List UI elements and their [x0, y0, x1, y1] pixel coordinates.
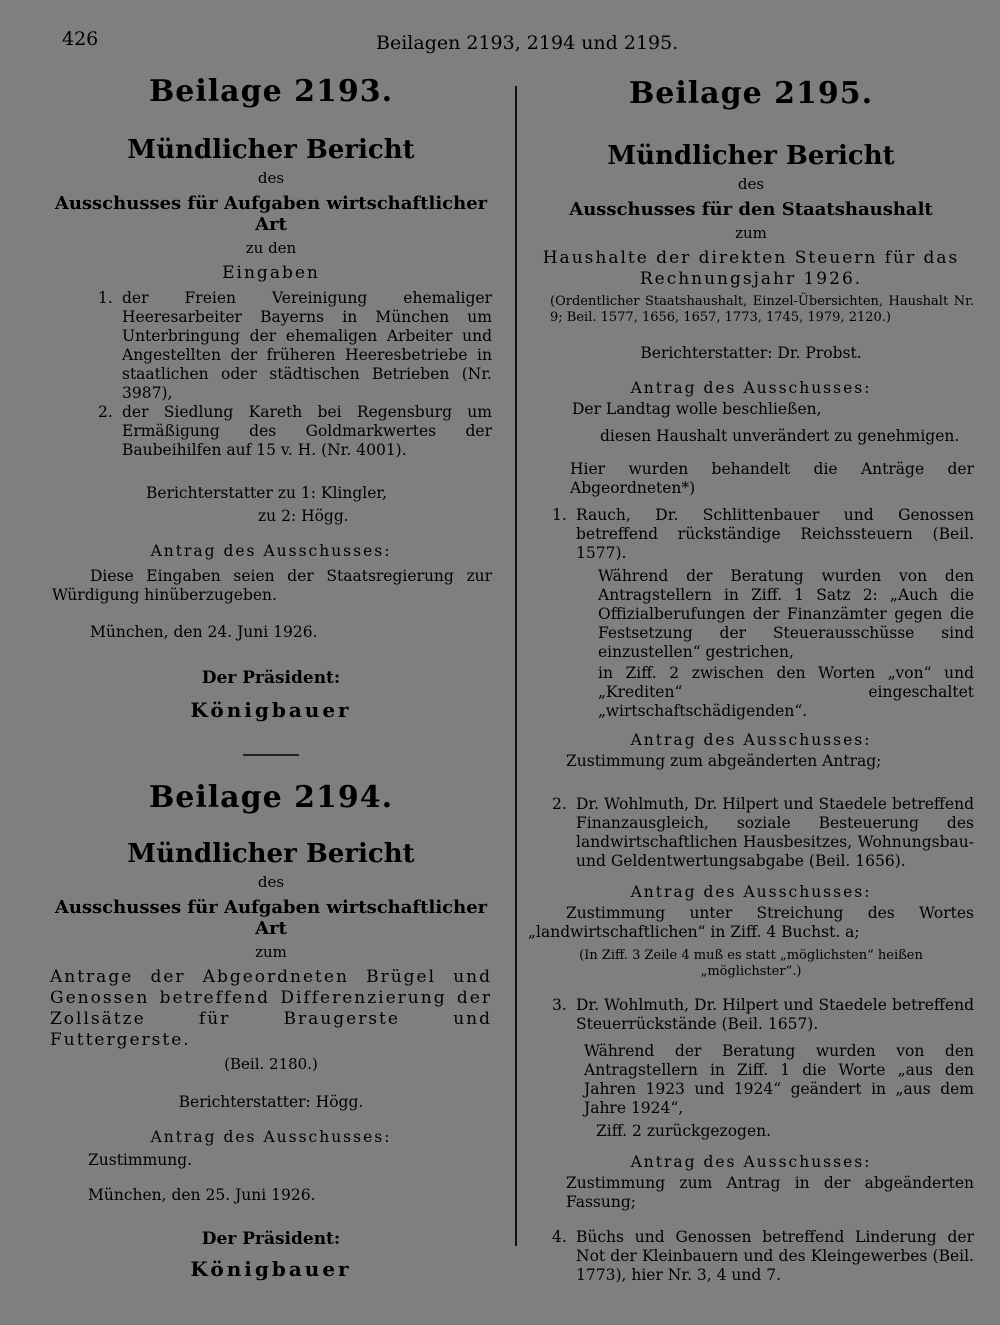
item-number: 4. [552, 1228, 567, 1246]
beilage-2193-motion-text: Diese Eingaben seien der Staatsregierung zur Würdigung hinüberzugeben. [52, 567, 492, 604]
beilage-2195-note: (Ordentlicher Staatshaushalt, Einzel-Übersichten, Haushalt Nr. 9; Beil. 1577, 1656, 1657, 1773, 1745, 1979, 2120.) [550, 294, 974, 325]
beilage-2194-title: Beilage 2194. [148, 780, 394, 815]
item-text: Dr. Wohlmuth, Dr. Hilpert und Staedele betreffend Steuerrückstände (Beil. 1657). [576, 996, 974, 1033]
beilage-2194-zum: zum [255, 943, 287, 961]
beilage-2195-item-3-motion-heading: Antrag des Ausschusses: [630, 1153, 872, 1171]
beilage-2195-item-4 [528, 1228, 974, 1285]
beilage-2193-reporter-2: zu 2: Högg. [258, 507, 349, 525]
beilage-2194-reference: (Beil. 2180.) [224, 1055, 318, 1073]
list-item [98, 289, 492, 403]
beilage-2195-item-2-motion: Zustimmung unter Streichung des Wortes „landwirtschaftlichen“ in Ziff. 4 Buchst. a; [528, 904, 974, 941]
beilage-2195-zum: zum [735, 224, 767, 242]
beilage-2194-date: München, den 25. Juni 1926. [88, 1186, 316, 1204]
beilage-2195-item-1 [528, 506, 974, 563]
beilage-2195-item-1-during: Während der Beratung wurden von den Antragstellern in Ziff. 1 Satz 2: „Auch die Offizialberufungen der Finanzämter gegen die Festsetzung der Steuerausschüsse sind einzustellen“ gestrichen, [598, 567, 974, 661]
item-text: der Siedlung Kareth bei Regensburg um Ermäßigung des Goldmarkwertes der Baubeihilfen auf 15 v. H. (Nr. 4001). [122, 403, 492, 459]
beilage-2195-item-1-motion-heading: Antrag des Ausschusses: [630, 731, 872, 749]
beilage-2193-committee: Ausschusses für Aufgaben wirtschaftlicher Art [54, 193, 488, 235]
beilage-2193-date: München, den 24. Juni 1926. [90, 623, 318, 641]
beilage-2195-treated-intro: Hier wurden behandelt die Anträge der Abgeordneten*) [570, 460, 974, 497]
beilage-2193-president-label: Der Präsident: [201, 668, 341, 688]
beilage-2193-motion-heading: Antrag des Ausschusses: [150, 542, 392, 560]
beilage-2195-item-2 [528, 795, 974, 871]
beilage-2195-item-3-during: Während der Beratung wurden von den Antragstellern in Ziff. 1 die Worte „aus den Jahren 1923 und 1924“ geändert in „aus dem Jahre 1924“, [584, 1042, 974, 1117]
beilage-2193-item-list [50, 289, 492, 460]
beilage-2193-reporter-1: Berichterstatter zu 1: Klingler, [146, 484, 388, 502]
item-text: Büchs und Genossen betreffend Linderung der Not der Kleinbauern und des Kleingewerbes (Beil. 1773), hier Nr. 3, 4 und 7. [576, 1228, 974, 1284]
item-text: Rauch, Dr. Schlittenbauer und Genossen betreffend rückständige Reichssteuern (Beil. 1577). [576, 506, 974, 562]
page-number: 426 [62, 28, 99, 50]
beilage-2195-committee: Ausschusses für den Staatshaushalt [569, 199, 933, 220]
beilage-2195-motion-line1: Der Landtag wolle beschließen, [572, 400, 822, 418]
beilage-2194-reporter: Berichterstatter: Högg. [178, 1093, 364, 1111]
beilage-2195-motion-line2: diesen Haushalt unverändert zu genehmigen. [600, 427, 960, 445]
beilage-2195-subject: Haushalte der direkten Steuern für das Rechnungsjahr 1926. [542, 248, 960, 289]
column-divider [515, 86, 517, 1246]
beilage-2193-des: des [257, 169, 285, 187]
item-number: 2. [98, 403, 113, 421]
item-number: 2. [552, 795, 567, 813]
beilage-2194-des: des [257, 873, 285, 891]
item-text: der Freien Vereinigung ehemaliger Heeresarbeiter Bayerns in München um Unterbringung der ehemaligen Arbeiter und Angestellten der früheren Heeresbetriebe in staatlichen oder städtischen Betrieben (Nr. 3987), [122, 289, 492, 402]
beilage-2193-president-name: Königbauer [190, 698, 352, 722]
beilage-2195-title: Beilage 2195. [628, 76, 874, 111]
running-head: Beilagen 2193, 2194 und 2195. [376, 32, 679, 54]
beilage-2194-motion-text: Zustimmung. [88, 1151, 193, 1169]
left-column [50, 70, 492, 1281]
right-column [528, 70, 974, 1285]
beilage-2194-motion-heading: Antrag des Ausschusses: [150, 1128, 392, 1146]
beilage-2195-item-2-note: (In Ziff. 3 Zeile 4 muß es statt „möglichsten“ heißen „möglichster“.) [579, 948, 923, 979]
beilage-2195-des: des [737, 175, 765, 193]
item-number: 1. [552, 506, 567, 524]
beilage-2193-eingaben: Eingaben [222, 263, 320, 283]
beilage-2195-item-3-during-2: Ziff. 2 zurückgezogen. [596, 1122, 772, 1140]
list-item [98, 403, 492, 460]
beilage-2194-committee: Ausschusses für Aufgaben wirtschaftlicher Art [54, 897, 488, 939]
beilage-2195-item-2-motion-heading: Antrag des Ausschusses: [630, 883, 872, 901]
beilage-2195-item-3-motion: Zustimmung zum Antrag in der abgeänderten Fassung; [566, 1174, 974, 1211]
beilage-2194-president-name: Königbauer [190, 1257, 352, 1281]
beilage-2195-motion-heading: Antrag des Ausschusses: [630, 379, 872, 397]
beilage-2193-title: Beilage 2193. [148, 74, 394, 109]
section-separator [243, 754, 299, 756]
beilage-2193-zu-den: zu den [245, 239, 297, 257]
beilage-2195-item-3 [528, 996, 974, 1034]
beilage-2194-president-label: Der Präsident: [201, 1229, 341, 1249]
item-number: 3. [552, 996, 567, 1014]
beilage-2195-item-1-motion: Zustimmung zum abgeänderten Antrag; [566, 752, 882, 770]
beilage-2195-item-1-during-2: in Ziff. 2 zwischen den Worten „von“ und „Krediten“ eingeschaltet „wirtschaftschädigenden“. [598, 664, 974, 720]
beilage-2193-report-heading: Mündlicher Bericht [127, 135, 415, 165]
item-number: 1. [98, 289, 113, 307]
beilage-2195-reporter: Berichterstatter: Dr. Probst. [640, 344, 862, 362]
beilage-2195-report-heading: Mündlicher Bericht [607, 141, 895, 171]
beilage-2194-subject: Antrage der Abgeordneten Brügel und Genossen betreffend Differenzierung der Zollsätze für Braugerste und Futtergerste. [50, 967, 492, 1050]
item-text: Dr. Wohlmuth, Dr. Hilpert und Staedele betreffend Finanzausgleich, soziale Besteuerung des landwirtschaftlichen Hausbesitzes, Wohnungsbau- und Geldentwertungsabgabe (Beil. 1656). [576, 795, 974, 870]
beilage-2194-report-heading: Mündlicher Bericht [127, 839, 415, 869]
